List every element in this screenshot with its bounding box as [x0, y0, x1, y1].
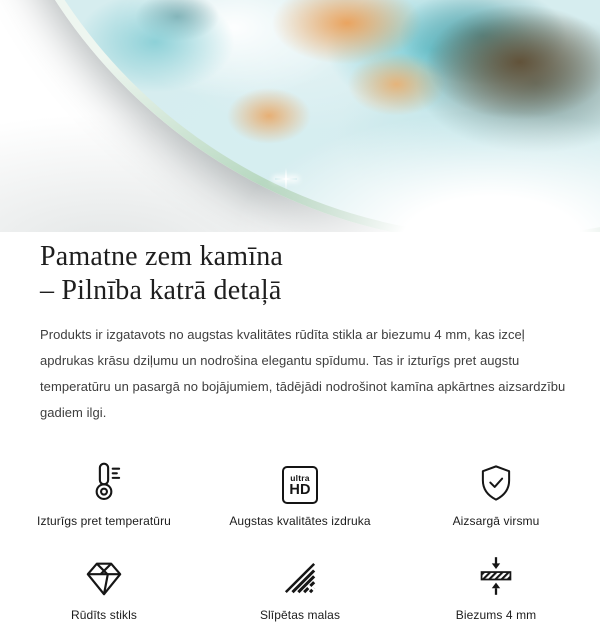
beveled-edge-icon	[280, 552, 320, 598]
feature-label: Izturīgs pret temperatūru	[37, 514, 171, 528]
diamond-icon	[81, 552, 127, 598]
feature-polished-edges	[202, 552, 398, 622]
ultra-hd-text-bottom: HD	[289, 481, 311, 498]
ultra-hd-icon	[282, 458, 318, 504]
product-photo	[0, 0, 600, 232]
feature-temperature	[6, 458, 202, 528]
shield-check-icon	[475, 458, 517, 504]
feature-label: Slīpētas malas	[259, 608, 341, 622]
features-grid	[0, 458, 600, 622]
feature-tempered-glass	[6, 552, 202, 622]
product-description: Produkts ir izgatavots no augstas kvalitātes rūdīta stikla ar biezumu 4 mm, kas izceļ apdrukas krāsu dziļumu un nodrošina elegantu spīdumu. Tas ir izturīgs pret augstu temperatūru un pasargā no bojājumiem, tādējādi nodrošinot kamīna apkārtnes aizsardzību gadiem ilgi.	[40, 327, 566, 420]
glass-panel-rim	[0, 0, 600, 232]
feature-label: Rūdīts stikls	[71, 608, 137, 622]
feature-thickness	[398, 552, 594, 622]
page-title-line-1: Pamatne zem kamīna	[40, 241, 284, 272]
page-title	[0, 240, 600, 308]
ultra-hd-text-top: ultra	[290, 472, 310, 483]
thickness-icon	[475, 552, 517, 598]
feature-print-quality	[202, 458, 398, 528]
feature-protection	[398, 458, 594, 528]
page-title-line-2: – Pilnība katrā detaļā	[40, 275, 282, 306]
feature-label: Aizsargā virsmu	[452, 514, 540, 528]
thermometer-icon	[82, 458, 126, 504]
ultra-hd-badge	[282, 466, 318, 504]
feature-label: Augstas kvalitātes izdruka	[229, 514, 371, 528]
marble-print-art	[0, 0, 600, 232]
feature-label: Biezums 4 mm	[455, 608, 537, 622]
